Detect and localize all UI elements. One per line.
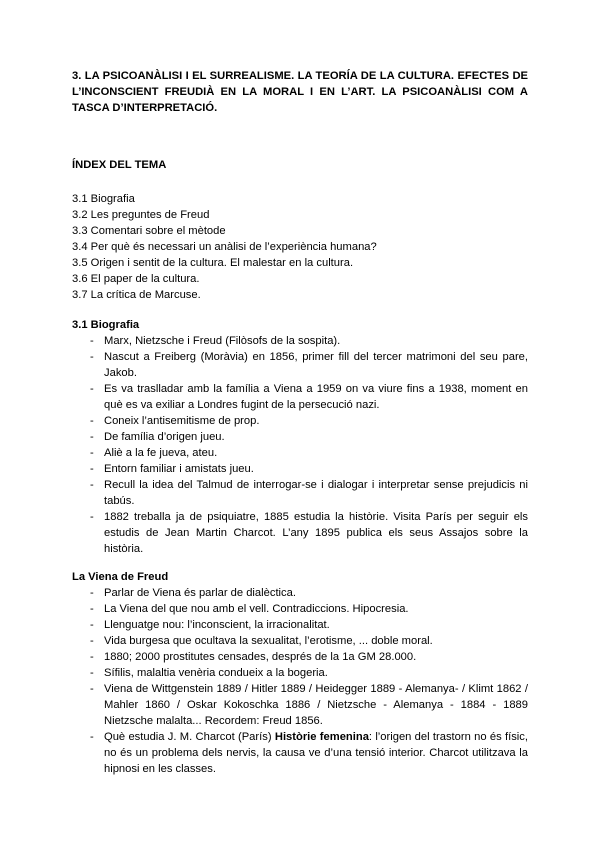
list-item: - Nascut a Freiberg (Moràvia) en 1856, primer fill del tercer matrimoni del seu pare, Jakob. [72, 349, 528, 381]
index-item: 3.5 Origen i sentit de la cultura. El malestar en la cultura. [72, 257, 354, 269]
list-item: - Viena de Wittgenstein 1889 / Hitler 1889 / Heidegger 1889 - Alemanya- / Klimt 1862 / Mahler 1860 / Oskar Kokoschka 1886 / Nietzsche - Alemanya - 1884 - 1889 Nietzsche malalta... Recordem: Freud 1856. [72, 681, 528, 729]
biografia-list [72, 333, 528, 557]
list-item: - Parlar de Viena és parlar de dialèctica. [72, 585, 528, 601]
list-item: - Coneix l’antisemitisme de prop. [72, 413, 528, 429]
biografia-heading: 3.1 Biografia [72, 319, 140, 331]
charcot-text-end: : l’origen del trastorn no és físic, no és un problema dels nervis, la causa ve d’una tensió interior. Charcot utilitzava la hipnosi en les classes. [104, 731, 528, 775]
list-item: - Sífilis, malaltia venèria condueix a la bogeria. [72, 665, 528, 681]
list-item: - De família d’origen jueu. [72, 429, 528, 445]
list-item: - La Viena del que nou amb el vell. Contradiccions. Hipocresia. [72, 601, 528, 617]
viena-heading: La Viena de Freud [72, 571, 169, 583]
list-item: - Marx, Nietzsche i Freud (Filòsofs de la sospita). [72, 333, 528, 349]
document-page [72, 68, 528, 777]
list-item: - 1882 treballa ja de psiquiatre, 1885 estudia la històrie. Visita París per seguir els estudis de Jean Martin Charcot. L’any 1895 publica els seus Assajos sobre la història. [72, 509, 528, 557]
index-item: 3.2 Les preguntes de Freud [72, 209, 210, 221]
document-title: 3. LA PSICOANÀLISI I EL SURREALISME. LA TEORÍA DE LA CULTURA. EFECTES DE L’INCONSCIENT FREUDIÀ EN LA MORAL I EN L’ART. LA PSICOANÀLISI COM A TASCA D’INTERPRETACIÓ. [72, 70, 528, 114]
charcot-text-start: Què estudia J. M. Charcot (París) [104, 731, 275, 743]
index-item: 3.6 El paper de la cultura. [72, 273, 200, 285]
index-item: 3.7 La crítica de Marcuse. [72, 289, 201, 301]
index-list [72, 191, 528, 303]
list-item: - Entorn familiar i amistats jueu. [72, 461, 528, 477]
index-item: 3.1 Biografia [72, 193, 135, 205]
charcot-list [72, 729, 528, 777]
list-item: - 1880; 2000 prostitutes censades, després de la 1a GM 28.000. [72, 649, 528, 665]
list-item: - Recull la idea del Talmud de interrogar-se i dialogar i interpretar sense prejudicis ni tabús. [72, 477, 528, 509]
list-item: - Llenguatge nou: l’inconscient, la irracionalitat. [72, 617, 528, 633]
list-item: - Es va traslladar amb la família a Viena a 1959 on va viure fins a 1938, moment en què es va exiliar a Londres fugint de la persecució nazi. [72, 381, 528, 413]
list-item: - Aliè a la fe jueva, ateu. [72, 445, 528, 461]
index-item: 3.3 Comentari sobre el mètode [72, 225, 226, 237]
index-item: 3.4 Per què és necessari un anàlisi de l’experiència humana? [72, 241, 377, 253]
index-heading: ÍNDEX DEL TEMA [72, 159, 167, 171]
charcot-item [72, 729, 528, 777]
charcot-bold-term: Històrie femenina [274, 731, 369, 743]
list-item: - Vida burgesa que ocultava la sexualitat, l’erotisme, ... doble moral. [72, 633, 528, 649]
viena-list [72, 585, 528, 729]
